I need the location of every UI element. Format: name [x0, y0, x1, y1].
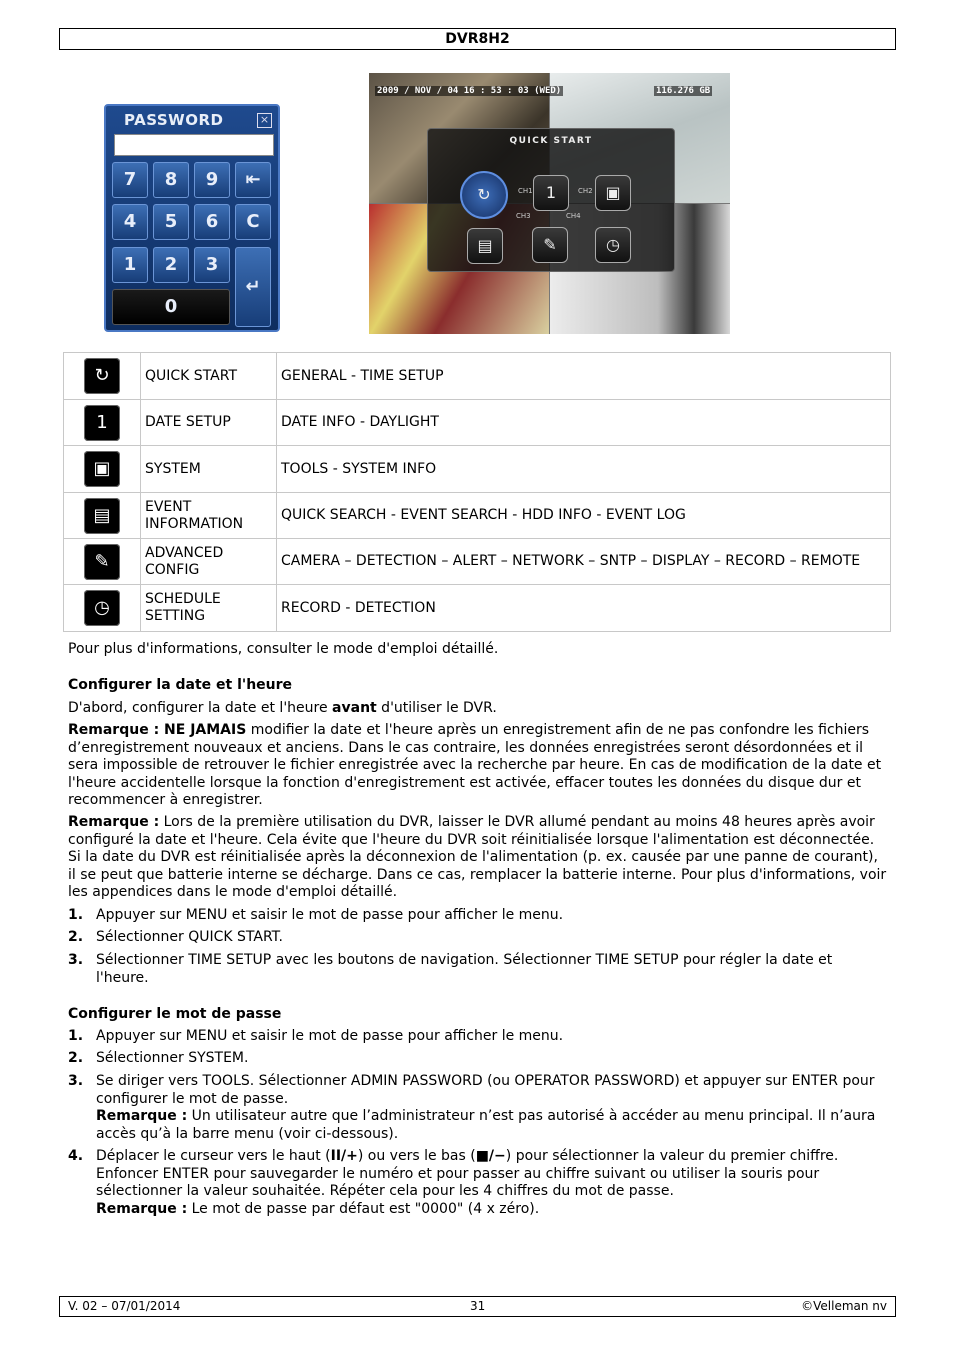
- key-3: 3: [194, 247, 230, 283]
- menu-submenu: GENERAL - TIME SETUP: [277, 353, 891, 400]
- text-bold: Remarque : NE JAMAIS: [68, 722, 247, 738]
- calendar-icon: 1: [84, 405, 120, 441]
- dvr-screenshot: [369, 73, 730, 334]
- list-item: [68, 907, 888, 925]
- text-bold: Remarque :: [96, 1108, 188, 1124]
- menu-item: SCHEDULE SETTING: [141, 585, 277, 632]
- clock-icon: ◷: [84, 590, 120, 626]
- event-list-icon: ▤: [467, 228, 503, 264]
- list-number: 2.: [68, 1050, 84, 1066]
- key-1: 1: [112, 247, 148, 283]
- section-title-password: Configurer le mot de passe: [68, 1006, 282, 1022]
- list-text: Sélectionner TIME SETUP avec les boutons de navigation. Sélectionner TIME SETUP pour régler la date et l'heure.: [96, 952, 833, 986]
- key-9: 9: [194, 162, 230, 198]
- list-number: 1.: [68, 907, 84, 923]
- list-item: [68, 1073, 888, 1143]
- menu-item: SYSTEM: [141, 446, 277, 493]
- channel-label: CH3: [516, 212, 531, 220]
- text-bold: Remarque :: [96, 1200, 188, 1217]
- text: Lors de la première utilisation du DVR, laisser le DVR allumé pendant au moins 48 heures après avoir configuré la date et l'heure. Cela évite que l'heure du DVR soit réinitialisée lorsque l'alimentation est déconnectée. Si la date du DVR est réinitialisée après la déconnexion de l'alimentation (p. ex. causée par une panne de courant), il se peut que batterie interne se décharge. Dans ce cas, remplacer la batterie interne. Pour plus d'informations, voir les appendices dans le mode d'emploi détaillé.: [68, 814, 887, 900]
- text: ) pour sélectionner la valeur du premier chiffre. Enfoncer ENTER pour sauvegarder le numéro et pour passer au chiffre suivant ou utiliser la souris pour sélectionner la valeur souhaitée. Répéter cela pour les 4 chiffres du mot de passe.: [96, 1148, 839, 1199]
- quick-start-panel: [427, 128, 675, 272]
- osd-disk: 116.276 GB: [656, 86, 711, 96]
- list-item: [68, 1050, 888, 1068]
- calendar-icon: 1: [533, 175, 569, 211]
- text: Déplacer le curseur vers le haut (: [96, 1148, 331, 1164]
- key-0: 0: [112, 289, 230, 325]
- list-number: 2.: [68, 929, 84, 945]
- quick-start-title: QUICK START: [509, 136, 593, 146]
- event-list-icon: ▤: [84, 498, 120, 534]
- down-key-symbol: ■/−: [475, 1148, 506, 1164]
- more-info-text: Pour plus d'informations, consulter le mode d'emploi détaillé.: [68, 641, 499, 657]
- quick-start-icon: ↻: [84, 358, 120, 394]
- up-key-symbol: II/+: [330, 1148, 358, 1164]
- key-4: 4: [112, 204, 148, 240]
- menu-item: QUICK START: [141, 353, 277, 400]
- key-clear: C: [235, 204, 271, 240]
- menu-item: DATE SETUP: [141, 400, 277, 446]
- page-footer: [59, 1296, 896, 1317]
- table-row: [64, 493, 891, 539]
- list-number: 3.: [68, 1073, 84, 1089]
- table-row: [64, 400, 891, 446]
- list-item: [68, 952, 888, 987]
- text: ) ou vers le bas (: [357, 1148, 476, 1164]
- menu-submenu: TOOLS - SYSTEM INFO: [277, 446, 891, 493]
- text: modifier la date et l'heure après un enregistrement afin de ne pas confondre les fichiers d’enregistrement nouveaux et anciens. Dans le cas contraire, les données enregistrées seront désordonnées et il sera impossible de retrouver le fichier enregistrée avec la recherche par heure. En cas de modification de la date et l'heure accidentelle lorsque la fonction d'enregistrement est activée, effacer toutes les données du disque dur et recommencer à enregistrer.: [68, 722, 882, 808]
- key-7: 7: [112, 162, 148, 198]
- table-row: [64, 539, 891, 585]
- list-text: Sélectionner QUICK START.: [96, 929, 283, 945]
- paragraph-note-first-use: [68, 814, 888, 902]
- list-text: Appuyer sur MENU et saisir le mot de passe pour afficher le menu.: [96, 1028, 564, 1044]
- osd-datetime: 2009 / NOV / 04 16 : 53 : 03 (WED): [377, 86, 562, 96]
- page-header: DVR8H2: [59, 28, 896, 50]
- text: D'abord, configurer la date et l'heure: [68, 700, 333, 716]
- tools-icon: ✎: [84, 544, 120, 580]
- close-icon: ×: [257, 113, 272, 128]
- key-2: 2: [153, 247, 189, 283]
- password-title: PASSWORD: [124, 111, 224, 129]
- key-5: 5: [153, 204, 189, 240]
- list-number: 4.: [68, 1148, 84, 1164]
- text: Se diriger vers TOOLS. Sélectionner ADMIN PASSWORD (ou OPERATOR PASSWORD) et appuyer sur ENTER pour configurer le mot de passe.: [96, 1073, 875, 1107]
- menu-submenu: QUICK SEARCH - EVENT SEARCH - HDD INFO - EVENT LOG: [277, 493, 891, 539]
- tools-icon: ✎: [532, 227, 568, 263]
- footer-page-number: 31: [470, 1299, 486, 1313]
- channel-label: CH4: [566, 212, 581, 220]
- list-item: [68, 929, 888, 947]
- table-row: [64, 353, 891, 400]
- footer-copyright: ©Velleman nv: [801, 1299, 887, 1313]
- paragraph-note-never: [68, 722, 888, 810]
- list-text: Sélectionner SYSTEM.: [96, 1050, 249, 1066]
- table-row: [64, 585, 891, 632]
- quick-start-icon: ↻: [460, 171, 508, 219]
- footer-version: V. 02 – 07/01/2014: [68, 1299, 181, 1313]
- password-keypad: [104, 104, 280, 332]
- list-number: 3.: [68, 952, 84, 968]
- list-text: [96, 1073, 888, 1143]
- table-row: [64, 446, 891, 493]
- text: Un utilisateur autre que l’administrateur n’est pas autorisé à accéder au menu principal. Il n’aura accès qu’à la barre menu (voir ci-dessous).: [96, 1108, 876, 1142]
- system-icon: ▣: [595, 175, 631, 211]
- list-number: 1.: [68, 1028, 84, 1044]
- key-8: 8: [153, 162, 189, 198]
- paragraph-date-intro: [68, 700, 888, 718]
- backspace-icon: ⇤: [235, 162, 271, 198]
- list-text: Appuyer sur MENU et saisir le mot de passe pour afficher le menu.: [96, 907, 564, 923]
- text: d'utiliser le DVR.: [376, 700, 497, 716]
- menu-submenu: DATE INFO - DAYLIGHT: [277, 400, 891, 446]
- text: Le mot de passe par défaut est "0000" (4 x zéro).: [187, 1200, 540, 1217]
- system-icon: ▣: [84, 451, 120, 487]
- menu-submenu: RECORD - DETECTION: [277, 585, 891, 632]
- channel-label: CH2: [578, 187, 593, 195]
- text-bold: Remarque :: [68, 814, 160, 830]
- password-field: [114, 134, 274, 156]
- menu-item: ADVANCED CONFIG: [141, 539, 277, 585]
- list-item: [68, 1148, 888, 1218]
- key-6: 6: [194, 204, 230, 240]
- menu-table: [63, 352, 891, 632]
- text-bold: avant: [332, 700, 377, 716]
- list-text: [96, 1148, 888, 1218]
- menu-item: EVENT INFORMATION: [141, 493, 277, 539]
- menu-submenu: CAMERA – DETECTION – ALERT – NETWORK – SNTP – DISPLAY – RECORD – REMOTE: [277, 539, 891, 585]
- enter-icon: ↵: [235, 247, 271, 327]
- list-item: [68, 1028, 888, 1046]
- channel-label: CH1: [518, 187, 533, 195]
- section-title-date: Configurer la date et l'heure: [68, 677, 293, 693]
- clock-icon: ◷: [595, 227, 631, 263]
